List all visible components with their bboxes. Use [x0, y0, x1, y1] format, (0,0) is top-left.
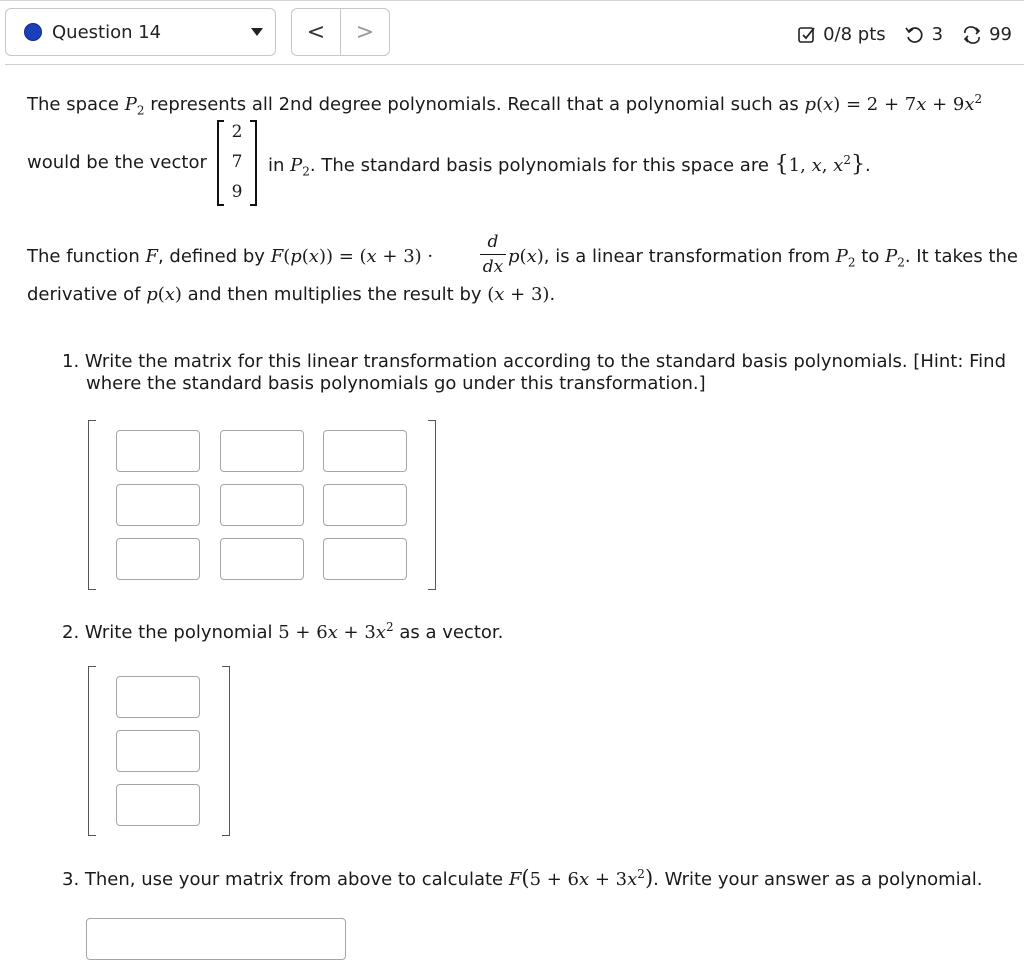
example-vector [217, 120, 257, 206]
vector-entry: 2 [231, 122, 243, 142]
question-label: Question 14 [52, 21, 162, 43]
matrix-right-bracket [428, 420, 436, 590]
question-nav [291, 8, 390, 56]
next-question-button[interactable]: > [355, 19, 375, 45]
function-desc-part1: The function F, defined by F(p(x)) = (x + 3) · [27, 246, 434, 267]
intro-line-2a: would be the vector [27, 152, 207, 173]
attempts-count: 3 [931, 24, 944, 45]
points-label: 0/8 pts [823, 24, 886, 45]
intro-line-2b: in $P_2$. The standard basis polynomials for this space are {1, x, $x^2$}. [268, 152, 871, 179]
matrix-cell-r3c2[interactable] [220, 538, 304, 580]
top-border [0, 0, 1024, 1]
vector-cell-2[interactable] [116, 730, 200, 772]
vector-entry: 7 [231, 152, 243, 172]
matrix-cell-r1c3[interactable] [323, 430, 407, 472]
submissions-count: 99 [989, 24, 1012, 45]
question-selector[interactable] [5, 8, 276, 56]
matrix-cell-r3c1[interactable] [116, 538, 200, 580]
intro-line-1: The space $P_2$ represents all 2nd degree polynomials. Recall that a polynomial such as $p(x) = 2 + 7x + 9x^2$ [27, 92, 983, 118]
chevron-down-icon [251, 28, 263, 36]
derivative-fraction: d dx [480, 232, 506, 277]
status-dot-icon [24, 23, 42, 41]
matrix-cell-r3c3[interactable] [323, 538, 407, 580]
matrix-cell-r2c2[interactable] [220, 484, 304, 526]
retry-icon [904, 25, 926, 45]
function-desc-line-2: derivative of p(x) and then multiplies the result by (x + 3). [27, 284, 556, 305]
matrix-left-bracket [88, 420, 96, 590]
matrix-cell-r2c1[interactable] [116, 484, 200, 526]
matrix-cell-r2c3[interactable] [323, 484, 407, 526]
q1-text-line-2: where the standard basis polynomials go under this transformation.] [86, 373, 706, 394]
q3-text: 3. Then, use your matrix from above to calculate $F(5 + 6x + 3x^2)$. Write your answer as a polynomial. [62, 866, 983, 890]
vector-left-bracket [88, 666, 96, 836]
q1-text-line-1: 1. Write the matrix for this linear transformation according to the standard basis polynomials. [Hint: Find [62, 351, 1006, 372]
status-bar [797, 24, 1012, 45]
vector-cell-3[interactable] [116, 784, 200, 826]
header-divider [5, 64, 1024, 65]
q2-text: 2. Write the polynomial $5 + 6x + 3x^2$ as a vector. [62, 620, 504, 643]
prev-question-button[interactable]: < [292, 9, 341, 55]
polynomial-answer-input[interactable] [86, 918, 346, 960]
function-desc-part2: p(x), is a linear transformation from $P_2$ to $P_2$. It takes the [508, 246, 1018, 270]
vector-right-bracket [222, 666, 230, 836]
matrix-cell-r1c2[interactable] [220, 430, 304, 472]
sync-icon [961, 25, 983, 45]
checkbox-icon [797, 25, 817, 45]
matrix-cell-r1c1[interactable] [116, 430, 200, 472]
vector-cell-1[interactable] [116, 676, 200, 718]
vector-entry: 9 [231, 182, 243, 202]
